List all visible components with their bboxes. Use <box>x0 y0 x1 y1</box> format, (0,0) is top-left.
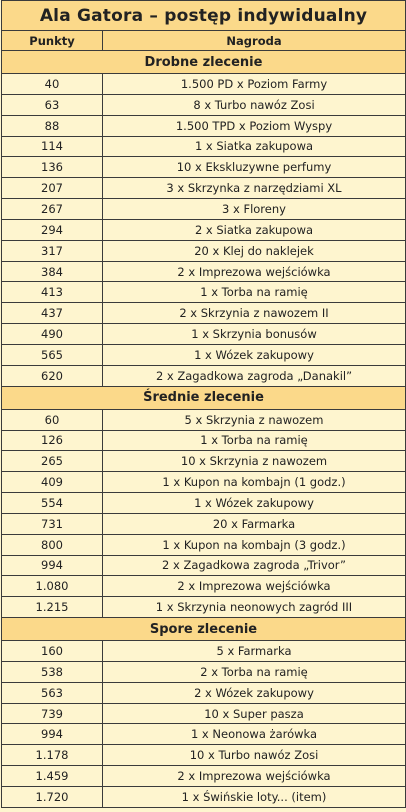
points-cell: 800 <box>2 534 103 555</box>
table-row <box>2 641 406 662</box>
reward-cell: 1.500 TPD x Poziom Wyspy <box>103 115 406 136</box>
reward-cell: 1 x Skrzynia bonusów <box>103 324 406 345</box>
header-points: Punkty <box>2 31 103 51</box>
table-row <box>2 682 406 703</box>
reward-cell: 3 x Floreny <box>103 199 406 220</box>
table-row <box>2 365 406 386</box>
reward-cell: 1 x Torba na ramię <box>103 282 406 303</box>
points-cell: 207 <box>2 178 103 199</box>
reward-cell: 2 x Torba na ramię <box>103 661 406 682</box>
reward-cell: 5 x Skrzynia z nawozem <box>103 409 406 430</box>
table-row <box>2 745 406 766</box>
points-cell: 1.080 <box>2 576 103 597</box>
reward-cell: 10 x Turbo nawóz Zosi <box>103 745 406 766</box>
table-row <box>2 513 406 534</box>
reward-cell: 2 x Zagadkowa zagroda „Trivor” <box>103 555 406 576</box>
reward-cell: 2 x Imprezowa wejściówka <box>103 766 406 787</box>
points-cell: 538 <box>2 661 103 682</box>
points-cell: 40 <box>2 74 103 95</box>
table-row <box>2 703 406 724</box>
points-cell: 265 <box>2 451 103 472</box>
table-row <box>2 472 406 493</box>
reward-cell: 2 x Imprezowa wejściówka <box>103 261 406 282</box>
table-row <box>2 344 406 365</box>
points-cell: 994 <box>2 724 103 745</box>
points-cell: 1.459 <box>2 766 103 787</box>
table-row <box>2 661 406 682</box>
table-row <box>2 136 406 157</box>
points-cell: 136 <box>2 157 103 178</box>
points-cell: 554 <box>2 493 103 514</box>
table-row <box>2 766 406 787</box>
points-cell: 1.178 <box>2 745 103 766</box>
reward-cell: 2 x Zagadkowa zagroda „Danakil” <box>103 365 406 386</box>
reward-cell: 1 x Torba na ramię <box>103 430 406 451</box>
table-row <box>2 178 406 199</box>
reward-cell: 2 x Wózek zakupowy <box>103 682 406 703</box>
points-cell: 563 <box>2 682 103 703</box>
table-row <box>2 493 406 514</box>
table-row <box>2 240 406 261</box>
table-row <box>2 115 406 136</box>
title-row <box>2 1 406 31</box>
reward-cell: 3 x Skrzynka z narzędziami XL <box>103 178 406 199</box>
table-row <box>2 303 406 324</box>
reward-cell: 1 x Neonowa żarówka <box>103 724 406 745</box>
section-title: Drobne zlecenie <box>2 51 406 74</box>
reward-cell: 10 x Skrzynia z nawozem <box>103 451 406 472</box>
reward-cell: 10 x Ekskluzywne perfumy <box>103 157 406 178</box>
points-cell: 160 <box>2 641 103 662</box>
table-row <box>2 324 406 345</box>
table-row <box>2 555 406 576</box>
table-row <box>2 576 406 597</box>
points-cell: 994 <box>2 555 103 576</box>
table-row <box>2 157 406 178</box>
rewards-table <box>1 0 406 808</box>
reward-cell: 2 x Imprezowa wejściówka <box>103 576 406 597</box>
table-row <box>2 199 406 220</box>
section-title: Średnie zlecenie <box>2 386 406 409</box>
table-row <box>2 724 406 745</box>
reward-cell: 1 x Kupon na kombajn (1 godz.) <box>103 472 406 493</box>
points-cell: 88 <box>2 115 103 136</box>
table-body <box>2 51 406 808</box>
reward-cell: 5 x Farmarka <box>103 641 406 662</box>
table-row <box>2 282 406 303</box>
points-cell: 63 <box>2 94 103 115</box>
section-row <box>2 51 406 74</box>
reward-cell: 1.500 PD x Poziom Farmy <box>103 74 406 95</box>
table-row <box>2 261 406 282</box>
reward-cell: 8 x Turbo nawóz Zosi <box>103 94 406 115</box>
reward-cell: 1 x Wózek zakupowy <box>103 344 406 365</box>
points-cell: 114 <box>2 136 103 157</box>
table-row <box>2 219 406 240</box>
reward-cell: 1 x Kupon na kombajn (3 godz.) <box>103 534 406 555</box>
reward-cell: 10 x Super pasza <box>103 703 406 724</box>
table-row <box>2 94 406 115</box>
reward-cell: 1 x Wózek zakupowy <box>103 493 406 514</box>
reward-cell: 1 x Świńskie loty... (item) <box>103 787 406 808</box>
points-cell: 317 <box>2 240 103 261</box>
points-cell: 490 <box>2 324 103 345</box>
points-cell: 1.720 <box>2 787 103 808</box>
table-row <box>2 430 406 451</box>
table-row <box>2 74 406 95</box>
reward-cell: 2 x Siatka zakupowa <box>103 219 406 240</box>
points-cell: 1.215 <box>2 597 103 618</box>
points-cell: 384 <box>2 261 103 282</box>
section-row <box>2 618 406 641</box>
reward-cell: 20 x Klej do naklejek <box>103 240 406 261</box>
table-row <box>2 597 406 618</box>
reward-cell: 2 x Skrzynia z nawozem II <box>103 303 406 324</box>
points-cell: 267 <box>2 199 103 220</box>
reward-cell: 1 x Siatka zakupowa <box>103 136 406 157</box>
points-cell: 126 <box>2 430 103 451</box>
points-cell: 620 <box>2 365 103 386</box>
points-cell: 409 <box>2 472 103 493</box>
points-cell: 731 <box>2 513 103 534</box>
table-row <box>2 787 406 808</box>
table-row <box>2 451 406 472</box>
section-title: Spore zlecenie <box>2 618 406 641</box>
section-row <box>2 386 406 409</box>
reward-cell: 1 x Skrzynia neonowych zagród III <box>103 597 406 618</box>
table-title: Ala Gatora – postęp indywidualny <box>2 1 406 31</box>
header-row <box>2 31 406 51</box>
points-cell: 413 <box>2 282 103 303</box>
table-row <box>2 534 406 555</box>
points-cell: 739 <box>2 703 103 724</box>
points-cell: 60 <box>2 409 103 430</box>
header-reward: Nagroda <box>103 31 406 51</box>
points-cell: 437 <box>2 303 103 324</box>
reward-cell: 20 x Farmarka <box>103 513 406 534</box>
points-cell: 565 <box>2 344 103 365</box>
points-cell: 294 <box>2 219 103 240</box>
table-row <box>2 409 406 430</box>
